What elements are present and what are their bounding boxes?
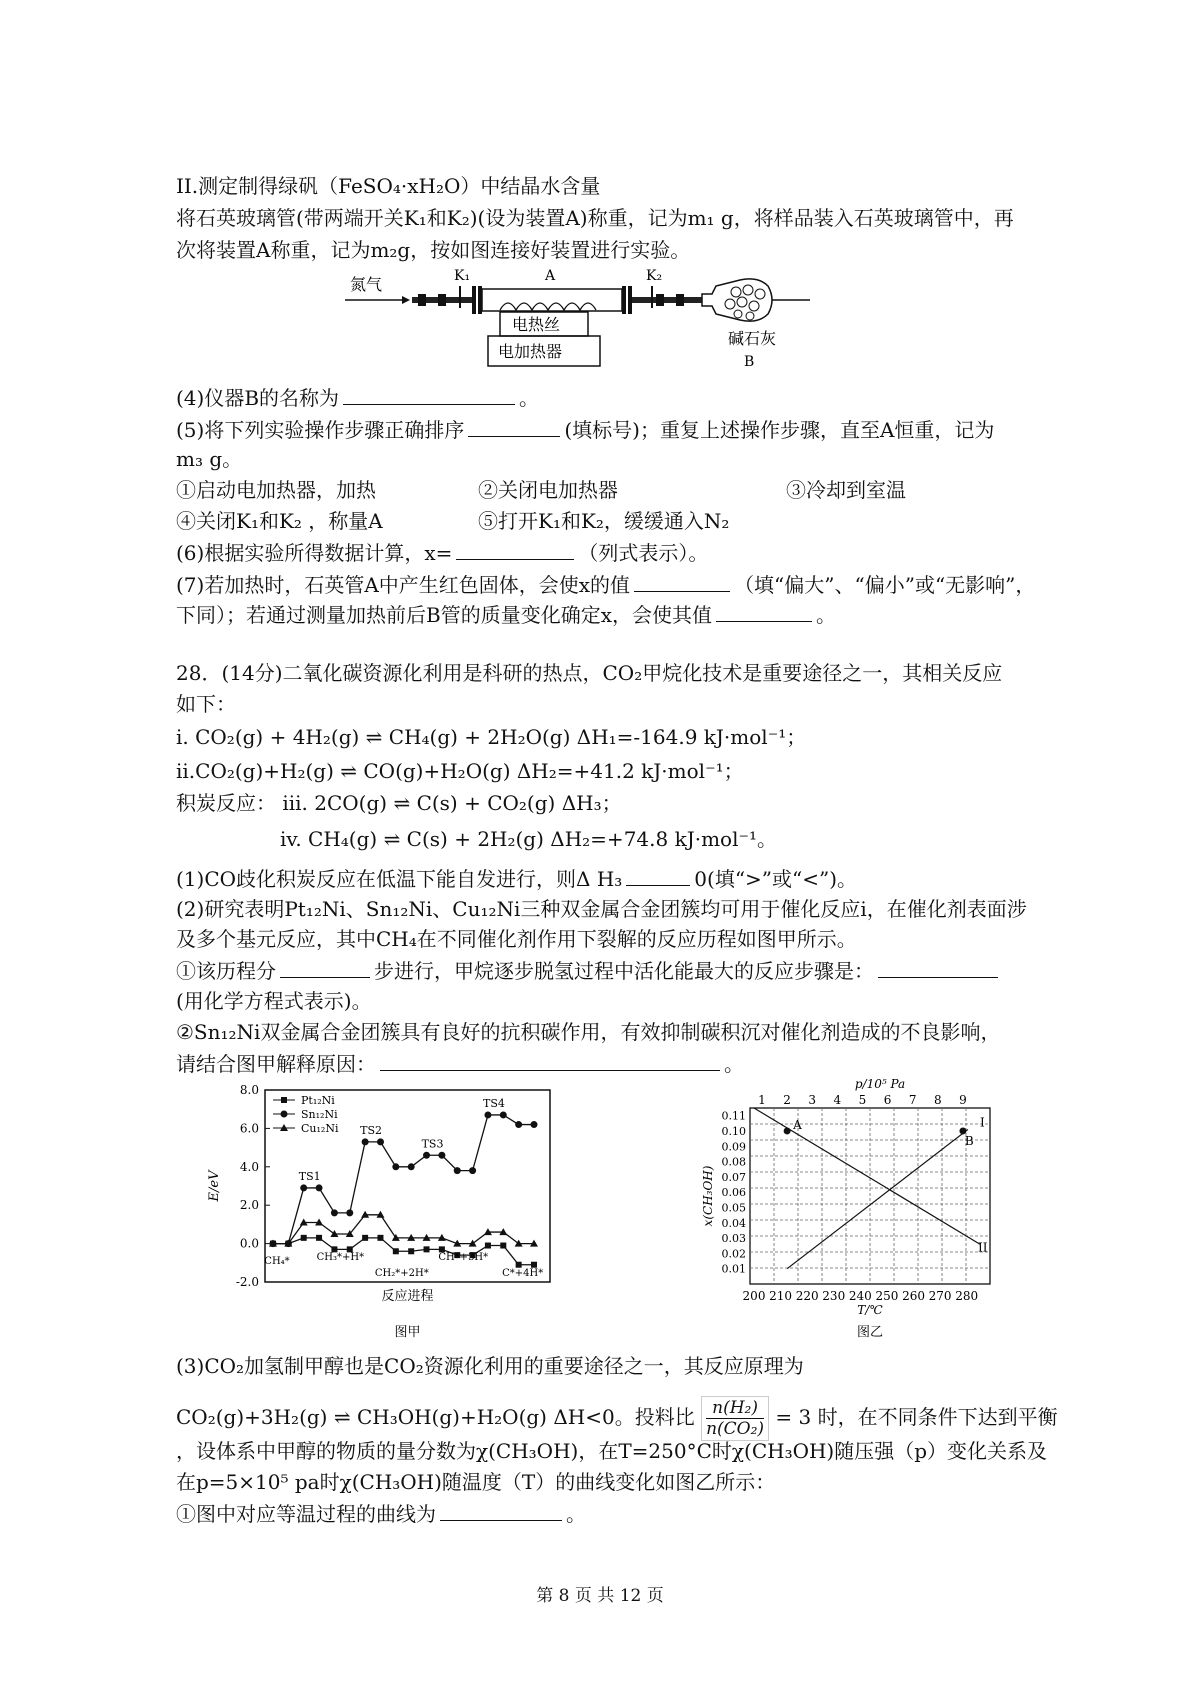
top-tick-label: 9 xyxy=(959,1093,967,1107)
ts-label: TS4 xyxy=(483,1096,505,1110)
y-tick-label: 0.08 xyxy=(721,1155,746,1169)
question-6: (6)根据实验所得数据计算，x= （列式表示）。 xyxy=(176,541,709,565)
y-tick-label: 0.01 xyxy=(721,1262,746,1276)
question-7-cont: 下同）；若通过测量加热前后B管的质量变化确定x，会使其值 。 xyxy=(176,603,836,627)
chart-caption: 图甲 xyxy=(394,1325,421,1340)
point-A xyxy=(784,1127,791,1134)
y-tick-label: 0.02 xyxy=(721,1247,746,1261)
x-tick-label: 270 xyxy=(928,1289,952,1303)
data-point xyxy=(423,1152,430,1159)
top-tick-label: 5 xyxy=(858,1093,867,1107)
y-tick-label: 0.0 xyxy=(239,1236,259,1251)
legend-marker xyxy=(281,1111,288,1118)
top-axis-label: p/10⁵ Pa xyxy=(854,1077,906,1091)
reaction-iii: 积炭反应： iii. 2CO(g) ⇌ C(s) + CO₂(g) ΔH₃； xyxy=(176,791,622,815)
data-point xyxy=(469,1167,476,1174)
label-soda-lime: 碱石灰 xyxy=(728,329,777,348)
label-nitrogen: 氮气 xyxy=(350,275,383,294)
part-3-reaction: CO₂(g)+3H₂(g) ⇌ CH₃OH(g)+H₂O(g) ΔH<0。投料比 $\frac{\text{n(H₂)}}{\text{n(CO₂)}} = 3$ 时，在不同条件下达到平衡 xyxy=(176,1398,1058,1439)
feed-ratio-fraction: $\frac{\text{n(H₂)}}{\text{n(CO₂)}}$ xyxy=(701,1396,769,1441)
y-axis-label: x(CH₃OH) xyxy=(701,1165,715,1227)
top-tick-label: 2 xyxy=(783,1093,791,1107)
reaction-i: i. CO₂(g) + 4H₂(g) ⇌ CH₄(g) + 2H₂O(g) ΔH₁=-164.9 kJ·mol⁻¹； xyxy=(176,725,807,749)
label-heating-wire: 电热丝 xyxy=(512,315,561,334)
part-2-q2: ②Sn₁₂Ni双金属合金团簇具有良好的抗积碳作用，有效抑制碳积沉对催化剂造成的不良影响， xyxy=(176,1020,1001,1044)
paragraph: 次将装置A称重，记为m₂g，按如图连接好装置进行实验。 xyxy=(176,238,691,262)
question-7: (7)若加热时，石英管A中产生红色固体，会使x的值 （填“偏大”、“偏小”或“无影响”， xyxy=(176,573,1036,597)
y-tick-label: 0.09 xyxy=(721,1140,746,1154)
legend-label: Pt₁₂Ni xyxy=(301,1094,335,1107)
top-tick-label: 8 xyxy=(933,1093,942,1107)
ts-label: TS2 xyxy=(360,1123,383,1137)
x-tick-label: 230 xyxy=(822,1289,846,1303)
point-label: B xyxy=(964,1133,974,1148)
label-b: B xyxy=(744,354,755,370)
data-point xyxy=(377,1235,383,1241)
part-3-q1: ①图中对应等温过程的曲线为 。 xyxy=(176,1502,586,1526)
page-footer: 第 8 页 共 12 页 xyxy=(536,1586,664,1606)
point-label: A xyxy=(793,1117,802,1132)
data-point xyxy=(270,1241,276,1247)
x-tick-label: 240 xyxy=(848,1289,872,1303)
data-point xyxy=(531,1121,538,1128)
ts-label: TS3 xyxy=(421,1137,444,1151)
y-tick-label: 6.0 xyxy=(239,1121,259,1136)
data-point xyxy=(500,1243,506,1249)
data-point xyxy=(484,1111,491,1118)
step-5: ⑤打开K₁和K₂，缓缓通入N₂ xyxy=(478,509,730,533)
chart-energy-profile xyxy=(200,1074,560,1344)
part-2-q1: ①该历程分 步进行，甲烷逐步脱氢过程中活化能最大的反应步骤是： xyxy=(176,957,1002,984)
x-tick-label: 280 xyxy=(955,1289,979,1303)
question-5: (5)将下列实验操作步骤正确排序 (填标号)；重复上述操作步骤，直至A恒重，记为 xyxy=(176,418,995,442)
state-label: C*+4H* xyxy=(502,1268,544,1279)
state-label: CH₂*+2H* xyxy=(374,1268,429,1279)
state-label: CH*+3H* xyxy=(438,1252,489,1263)
data-point xyxy=(377,1138,384,1145)
x-tick-label: 250 xyxy=(875,1289,899,1303)
part-2-q2-cont: 请结合图甲解释原因： 。 xyxy=(176,1052,744,1076)
state-label: CH₄* xyxy=(264,1256,290,1267)
step-2: ②关闭电加热器 xyxy=(478,478,618,502)
y-tick-label: 0.06 xyxy=(721,1186,746,1200)
label-k1: K₁ xyxy=(454,268,471,284)
data-point xyxy=(316,1184,323,1191)
legend-marker xyxy=(281,1097,287,1103)
data-point xyxy=(362,1138,369,1145)
y-tick-label: 4.0 xyxy=(239,1159,259,1174)
y-tick-label: 0.07 xyxy=(721,1170,746,1184)
y-tick-label: 8.0 xyxy=(239,1083,259,1097)
paragraph: 将石英玻璃管(带两端开关K₁和K₂)(设为装置A)称重，记为m₁ g，将样品装入石英玻璃管中，再 xyxy=(176,206,1014,230)
top-tick-label: 3 xyxy=(808,1093,817,1107)
part-2-cont: 及多个基元反应，其中CH₄在不同催化剂作用下裂解的反应历程如图甲所示。 xyxy=(176,927,857,951)
x-axis-label: T/℃ xyxy=(857,1303,883,1317)
data-point xyxy=(392,1163,399,1170)
question-4: (4)仪器B的名称为 。 xyxy=(176,386,540,410)
y-tick-label: 0.11 xyxy=(721,1109,746,1123)
top-tick-label: 4 xyxy=(833,1093,842,1107)
question-28: 28．(14分)二氧化碳资源化利用是科研的热点，CO₂甲烷化技术是重要途径之一，其相关反应 xyxy=(176,661,1003,685)
label-a: A xyxy=(545,268,556,284)
chart-caption: 图乙 xyxy=(856,1325,884,1340)
series-line xyxy=(273,1238,534,1265)
ts-label: TS1 xyxy=(298,1169,321,1183)
data-point xyxy=(531,1262,537,1268)
data-point xyxy=(454,1167,461,1174)
x-tick-label: 260 xyxy=(902,1289,925,1303)
x-tick-label: 210 xyxy=(769,1289,793,1303)
curve-label: I xyxy=(980,1115,985,1130)
step-1: ①启动电加热器，加热 xyxy=(176,478,376,502)
chart-methanol-fraction xyxy=(690,1074,1050,1344)
section-title: II.测定制得绿矾（FeSO₄·xH₂O）中结晶水含量 xyxy=(176,174,601,198)
top-tick-label: 7 xyxy=(908,1093,917,1107)
curve-label: II xyxy=(978,1240,988,1255)
y-tick-label: 0.05 xyxy=(721,1201,746,1215)
x-tick-label: 220 xyxy=(795,1289,819,1303)
curve-I xyxy=(787,1129,968,1268)
reaction-ii: ii.CO₂(g)+H₂(g) ⇌ CO(g)+H₂O(g) ΔH₂=+41.2 kJ·mol⁻¹； xyxy=(176,759,744,783)
part-3-cont2: 在p=5×10⁵ pa时χ(CH₃OH)随温度（T）的曲线变化如图乙所示： xyxy=(176,1470,776,1494)
step-3: ③冷却到室温 xyxy=(786,478,906,502)
data-point xyxy=(285,1241,291,1247)
part-2: (2)研究表明Pt₁₂Ni、Sn₁₂Ni、Cu₁₂Ni三种双金属合金团簇均可用于催化反应i，在催化剂表面涉 xyxy=(176,897,1027,921)
y-tick-label: 0.03 xyxy=(721,1232,746,1246)
question-28-cont: 如下： xyxy=(176,692,236,716)
top-tick-label: 6 xyxy=(883,1093,892,1107)
y-tick-label: -2.0 xyxy=(235,1275,259,1289)
data-point xyxy=(516,1262,522,1268)
y-tick-label: 2.0 xyxy=(239,1198,259,1213)
part-2-q1-cont: (用化学方程式表示)。 xyxy=(176,989,372,1013)
step-4: ④关闭K₁和K₂ ，称量A xyxy=(176,509,383,533)
data-point xyxy=(300,1184,307,1191)
legend-label: Sn₁₂Ni xyxy=(301,1108,338,1121)
top-tick-label: 1 xyxy=(758,1093,766,1107)
y-tick-label: 0.04 xyxy=(721,1216,746,1230)
legend-label: Cu₁₂Ni xyxy=(301,1122,339,1135)
data-point xyxy=(515,1121,522,1128)
part-3-cont: ，设体系中甲醇的物质的量分数为χ(CH₃OH)，在T=250°C时χ(CH₃OH)随压强（p）变化关系及 xyxy=(176,1439,1048,1463)
data-point xyxy=(485,1243,491,1249)
part-3: (3)CO₂加氢制甲醇也是CO₂资源化利用的重要途径之一，其反应原理为 xyxy=(176,1354,804,1378)
data-point xyxy=(393,1248,399,1254)
data-point xyxy=(408,1248,414,1254)
data-point xyxy=(331,1209,338,1216)
reaction-iv: iv. CH₄(g) ⇌ C(s) + 2H₂(g) ΔH₂=+74.8 kJ·mol⁻¹。 xyxy=(280,827,778,851)
data-point xyxy=(500,1111,507,1118)
state-label: CH₃*+H* xyxy=(316,1252,365,1263)
data-point xyxy=(424,1246,430,1252)
x-axis-label: 反应进程 xyxy=(381,1289,434,1304)
x-tick-label: 200 xyxy=(742,1289,766,1303)
question-5-cont: m₃ g。 xyxy=(176,447,243,471)
data-point xyxy=(362,1235,368,1241)
apparatus-diagram xyxy=(340,262,840,374)
label-k2: K₂ xyxy=(646,268,663,284)
y-tick-label: 0.10 xyxy=(721,1124,746,1138)
series-line xyxy=(273,1215,534,1244)
label-heater: 电加热器 xyxy=(498,342,563,361)
data-point xyxy=(346,1209,353,1216)
data-point xyxy=(408,1163,415,1170)
y-axis-label: E/eV xyxy=(207,1170,222,1202)
data-point xyxy=(438,1152,445,1159)
data-point xyxy=(301,1235,307,1241)
part-1: (1)CO歧化积炭反应在低温下能自发进行，则Δ H₃ 0(填“>”或“<”)。 xyxy=(176,867,858,891)
data-point xyxy=(316,1235,322,1241)
